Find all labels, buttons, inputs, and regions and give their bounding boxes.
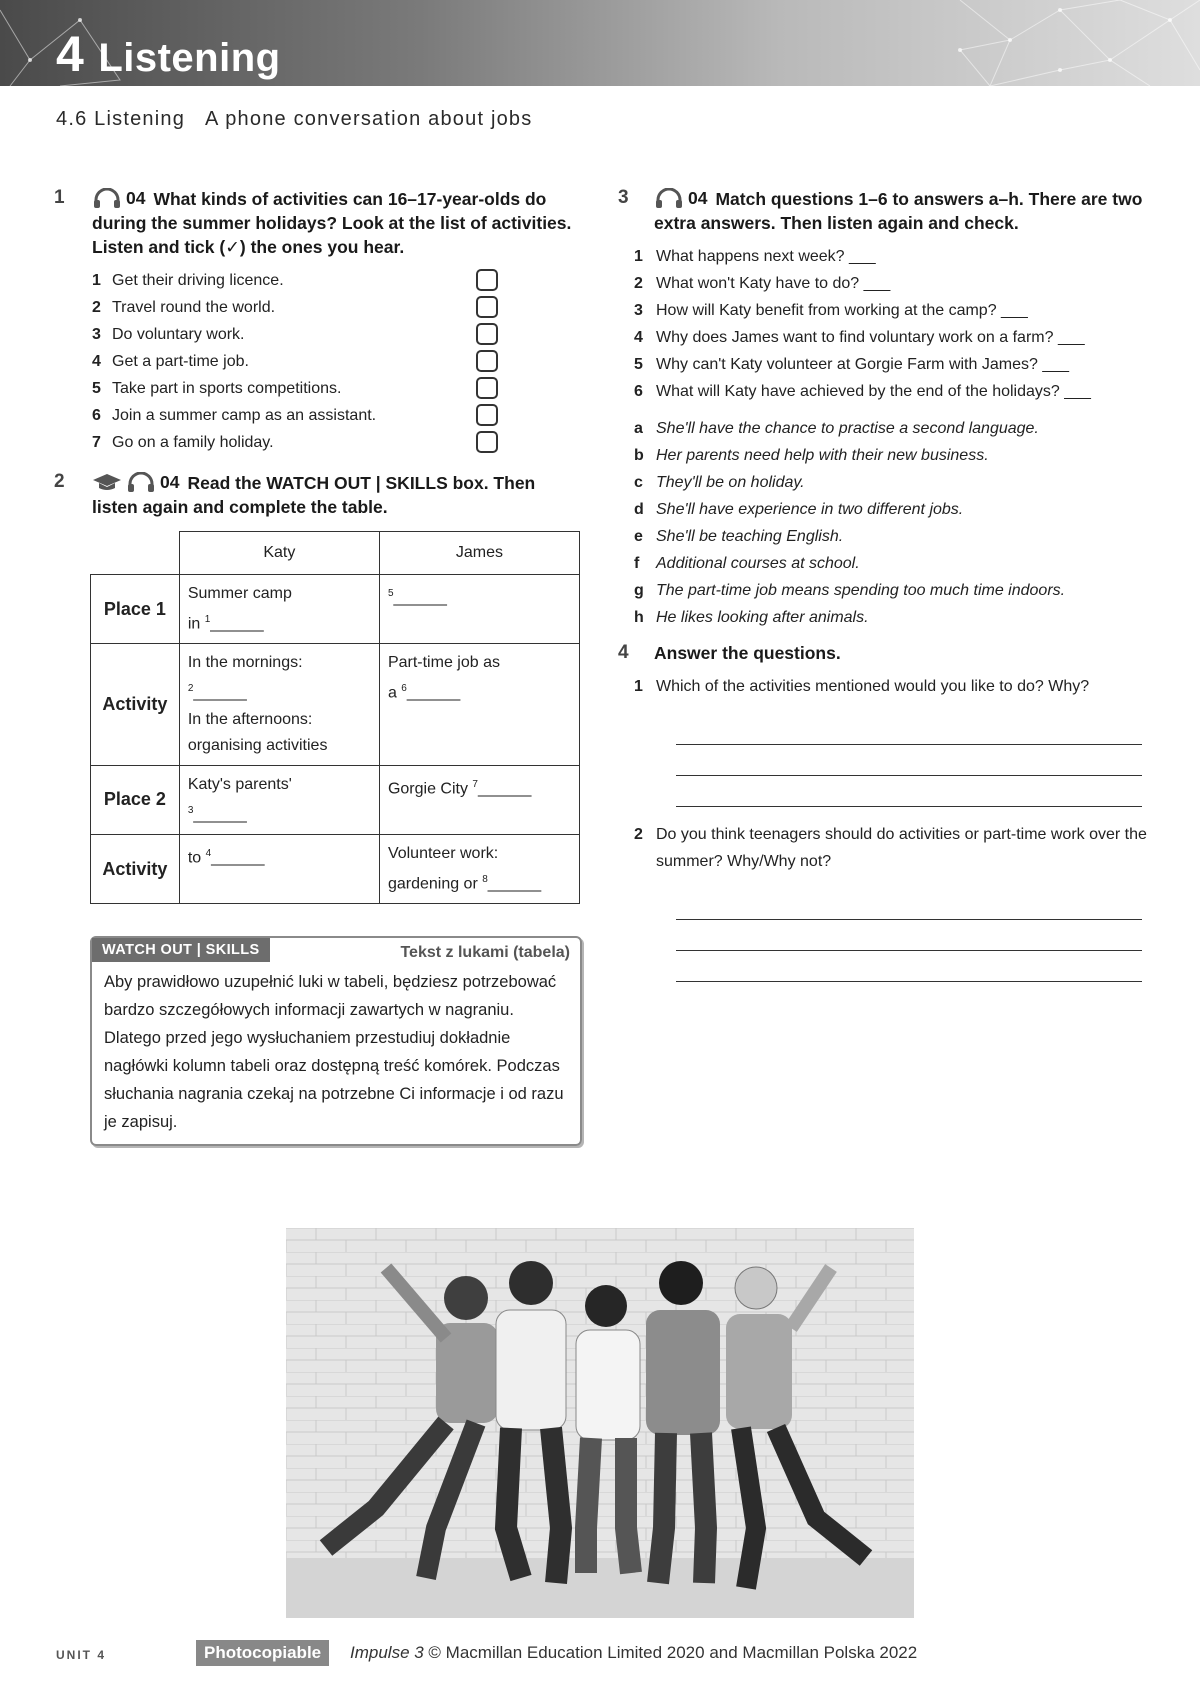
list-item: 2 What won't Katy have to do? ___ <box>634 275 891 292</box>
answer-blank[interactable]: ______ <box>210 615 264 633</box>
list-item: d She'll have experience in two different jobs. <box>634 501 964 518</box>
exercise-instruction: Match questions 1–6 to answers a–h. There are two extra answers. Then listen again and check. <box>654 189 1143 233</box>
answer-line[interactable] <box>676 920 1142 951</box>
answer-blank[interactable]: ______ <box>406 684 461 702</box>
answer-blank[interactable]: ______ <box>477 779 532 797</box>
list-item: 4 Why does James want to find voluntary work on a farm? ___ <box>634 329 1085 346</box>
exercise-4-heading <box>618 641 1148 665</box>
table-cell: Volunteer work: gardening or $^8$______ <box>379 834 579 903</box>
tick-checkbox[interactable] <box>476 323 498 345</box>
lesson-topic: A phone conversation about jobs <box>205 108 533 130</box>
row-header: Place 2 <box>91 765 180 834</box>
open-question-list <box>618 821 1148 875</box>
unit-number: 4 <box>56 26 85 82</box>
answer-line[interactable] <box>676 889 1142 920</box>
tick-checkbox[interactable] <box>476 296 498 318</box>
teenagers-group-illustration <box>286 1228 914 1618</box>
table-cell: Summer camp in $^1$______ <box>179 575 379 644</box>
table-cell: In the mornings: $^2$______ In the afternoons: organising activities <box>179 644 379 765</box>
activity-list <box>54 267 580 456</box>
answer-line[interactable] <box>676 776 1142 807</box>
track-number: 04 <box>126 188 146 208</box>
list-item: 5 Why can't Katy volunteer at Gorgie Farm with James? ___ <box>634 356 1070 373</box>
track-number: 04 <box>688 188 708 208</box>
tick-checkbox[interactable] <box>476 377 498 399</box>
table-cell: to $^4$______ <box>179 834 379 903</box>
exercise-instruction: Answer the questions. <box>654 643 841 663</box>
open-question-list <box>618 673 1148 700</box>
right-column <box>618 186 1148 982</box>
unit-label: UNIT 4 <box>56 1648 107 1662</box>
tick-checkbox[interactable] <box>476 269 498 291</box>
exercise-instruction: What kinds of activities can 16–17-year-olds do during the summer holidays? Look at the list of activities. Listen and tick (✓) the ones you hear. <box>92 189 572 257</box>
table-cell: Katy's parents' $^3$______ <box>179 765 379 834</box>
lesson-subtitle <box>56 108 532 131</box>
track-number: 04 <box>160 472 180 492</box>
answer-line[interactable] <box>676 714 1142 745</box>
answer-blank[interactable]: ______ <box>487 875 542 893</box>
graduation-cap-icon <box>92 472 122 492</box>
list-item: 6 What will Katy have achieved by the end of the holidays? ___ <box>634 383 1091 400</box>
column-header-james: James <box>379 532 579 575</box>
watch-out-text: Aby prawidłowo uzupełnić luki w tabeli, będziesz potrzebować bardzo szczegółowych informacji zawartych w nagraniu. Dlatego przed jego wysłuchaniem przestudiuj dokładnie nagłówki kolumn tabeli oraz dostępną treść komórek. Podczas słuchania nagrania czekaj na potrzebne Ci informacje i od razu je zapisuj. <box>104 973 564 1132</box>
list-item: 2 Travel round the world. <box>54 294 580 321</box>
answer-blank[interactable]: ______ <box>193 805 247 823</box>
lesson-section: 4.6 Listening <box>56 108 186 130</box>
list-item: c They'll be on holiday. <box>634 474 805 491</box>
table-cell: Part-time job as a $^6$______ <box>379 644 579 765</box>
unit-banner <box>0 0 1200 86</box>
list-item: 3 How will Katy benefit from working at the camp? ___ <box>634 302 1028 319</box>
task-type-label: Tekst z lukami (tabela) <box>400 944 570 962</box>
tick-checkbox[interactable] <box>476 350 498 372</box>
list-item: h He likes looking after animals. <box>634 609 869 626</box>
list-item: 5 Take part in sports competitions. <box>54 375 580 402</box>
answer-line[interactable] <box>676 951 1142 982</box>
list-item: e She'll be teaching English. <box>634 528 844 545</box>
exercise-number: 1 <box>54 187 65 208</box>
teenagers-photo <box>286 1228 914 1618</box>
headphones-icon <box>654 188 684 208</box>
exercise-number: 3 <box>618 187 629 208</box>
list-item: 1 Get their driving licence. <box>54 267 580 294</box>
answer-blank[interactable]: ______ <box>193 684 247 702</box>
unit-title <box>56 26 281 86</box>
row-header: Activity <box>91 834 180 903</box>
tick-checkbox[interactable] <box>476 404 498 426</box>
list-item: b Her parents need help with their new business. <box>634 447 989 464</box>
list-item: 2 Do you think teenagers should do activities or part-time work over the summer? Why/Why not? <box>634 826 1147 870</box>
list-item: f Additional courses at school. <box>634 555 860 572</box>
row-header: Activity <box>91 644 180 765</box>
list-item: 6 Join a summer camp as an assistant. <box>54 402 580 429</box>
unit-title-text: Listening <box>98 36 281 80</box>
exercise-3-heading <box>618 186 1148 235</box>
headphones-icon <box>92 188 122 208</box>
headphones-icon <box>126 472 156 492</box>
exercise-number: 4 <box>618 642 629 663</box>
answer-list <box>618 415 1148 631</box>
list-item: g The part-time job means spending too much time indoors. <box>634 582 1066 599</box>
row-header: Place 1 <box>91 575 180 644</box>
completion-table <box>90 531 580 904</box>
list-item: 1 What happens next week? ___ <box>634 248 876 265</box>
exercise-instruction: Read the WATCH OUT | SKILLS box. Then listen again and complete the table. <box>92 473 536 517</box>
list-item: 1 Which of the activities mentioned would you like to do? Why? <box>634 678 1090 695</box>
exercise-2-heading <box>54 470 580 519</box>
page-footer <box>56 1640 1156 1670</box>
table-cell: Gorgie City $^7$______ <box>379 765 579 834</box>
watch-out-label: WATCH OUT | SKILLS <box>92 938 270 962</box>
answer-blank[interactable]: ______ <box>393 589 447 607</box>
copyright-notice: Impulse 3 © Macmillan Education Limited 2020 and Macmillan Polska 2022 <box>350 1643 918 1662</box>
photocopiable-badge: Photocopiable <box>196 1640 329 1666</box>
list-item: 4 Get a part-time job. <box>54 348 580 375</box>
list-item: 3 Do voluntary work. <box>54 321 580 348</box>
exercise-1-heading <box>54 186 580 259</box>
answer-blank[interactable]: ______ <box>211 849 265 867</box>
list-item: a She'll have the chance to practise a second language. <box>634 420 1039 437</box>
list-item: 7 Go on a family holiday. <box>54 429 580 456</box>
watch-out-skills-box <box>90 936 582 1146</box>
table-cell: $^5$______ <box>379 575 579 644</box>
column-header-katy: Katy <box>179 532 379 575</box>
answer-lines[interactable] <box>676 714 1148 807</box>
answer-line[interactable] <box>676 745 1142 776</box>
left-column <box>54 186 580 1146</box>
question-list <box>618 243 1148 405</box>
tick-checkbox[interactable] <box>476 431 498 453</box>
exercise-number: 2 <box>54 471 65 492</box>
answer-lines[interactable] <box>676 889 1148 982</box>
